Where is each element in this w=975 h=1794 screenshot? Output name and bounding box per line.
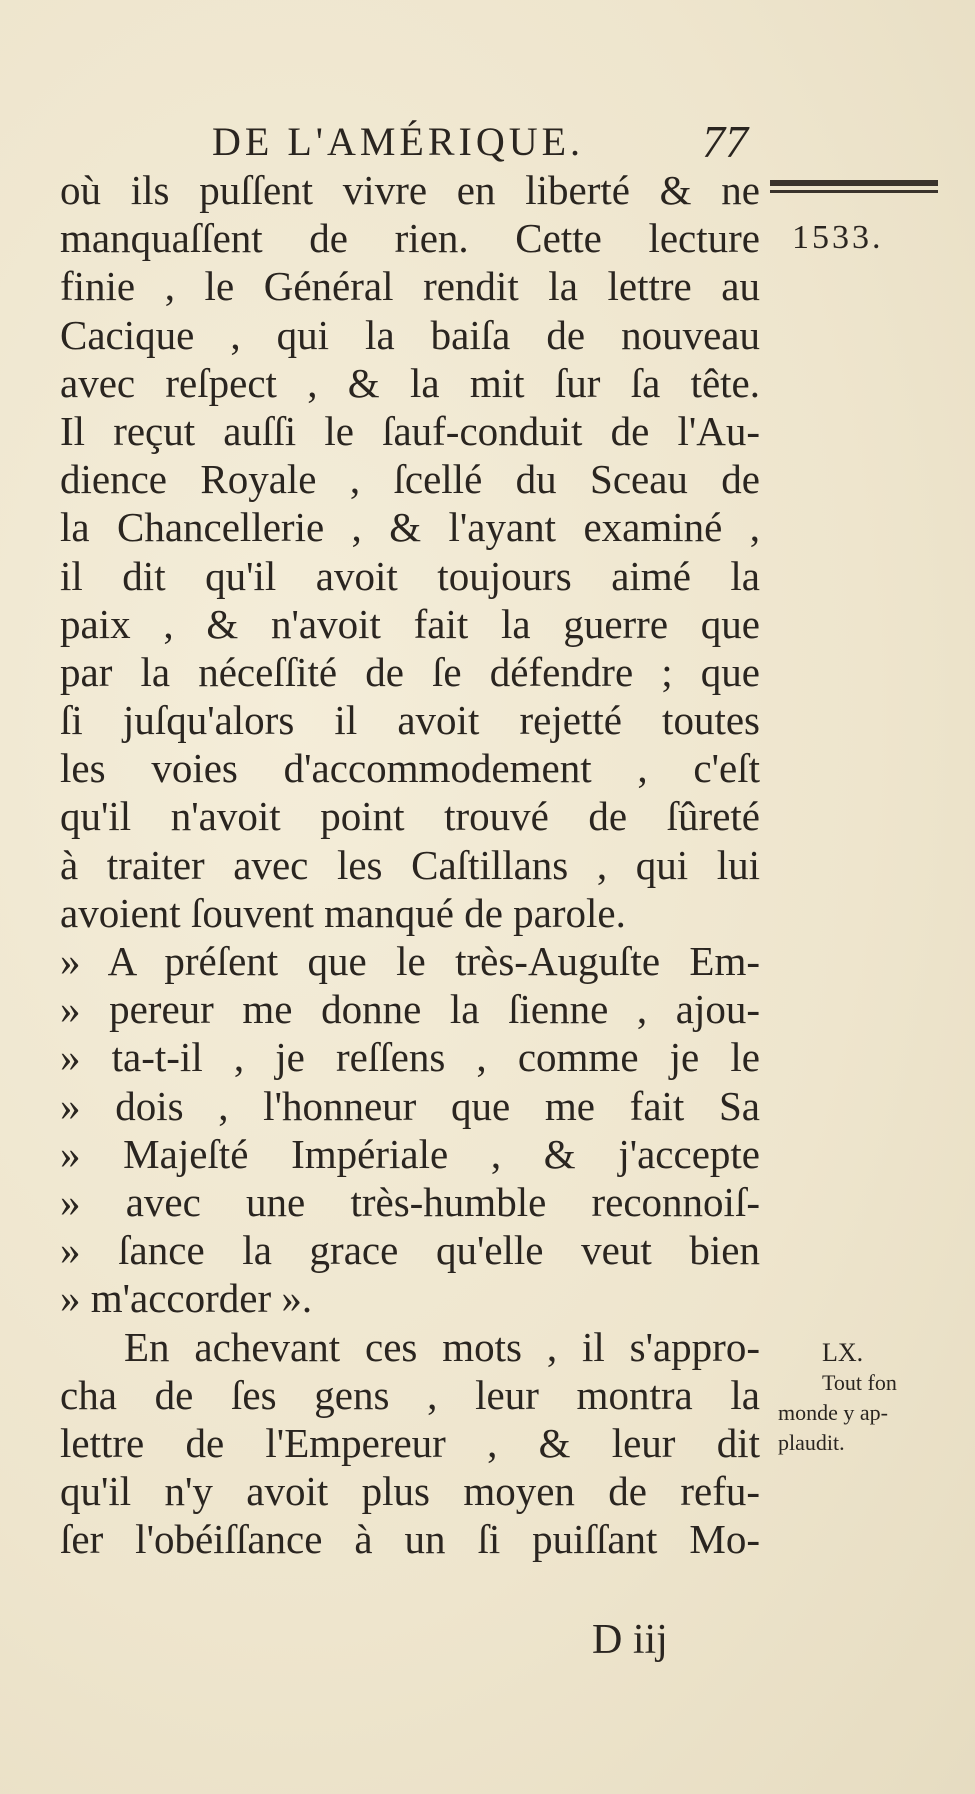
text-line: lettre de l'Empereur , & leur dit <box>60 1419 760 1466</box>
text-line: il dit qu'il avoit toujours aimé la <box>60 552 760 599</box>
margin-note-line: monde y ap- <box>778 1400 888 1425</box>
ornament-thick-rule <box>770 180 938 186</box>
running-head-title: DE L'AMÉRIQUE. <box>212 119 585 164</box>
text-line: cha de ſes gens , leur montra la <box>60 1371 760 1418</box>
margin-rule-ornament <box>770 180 938 198</box>
text-line: ſer l'obéiſſance à un ſi puiſſant Mo- <box>60 1516 760 1563</box>
text-line: dience Royale , ſcellé du Sceau de <box>60 456 760 503</box>
text-line: manquaſſent de rien. Cette lecture <box>60 215 760 262</box>
text-line: » A préſent que le très-Auguſte Em- <box>60 938 760 984</box>
text-line: finie , le Général rendit la lettre au <box>60 263 760 310</box>
margin-year: 1533. <box>792 219 884 256</box>
text-line: » avec une très-humble reconnoiſ- <box>60 1178 760 1225</box>
text-line: » ta-t-il , je reſſens , comme je le <box>60 1034 760 1081</box>
text-line: » pereur me donne la ſienne , ajou- <box>60 986 760 1033</box>
text-line: par la néceſſité de ſe défendre ; que <box>60 648 760 695</box>
margin-note-line: plaudit. <box>778 1430 845 1455</box>
text-line: Il reçut auſſi le ſauf-conduit de l'Au- <box>60 407 760 454</box>
text-line: » m'accorder ». <box>60 1275 313 1322</box>
text-line: qu'il n'y avoit plus moyen de refu- <box>60 1468 760 1515</box>
ornament-thin-rule <box>770 190 938 193</box>
running-head <box>212 112 752 172</box>
text-line: ſi juſqu'alors il avoit rejetté toutes <box>60 697 760 744</box>
margin-note <box>770 1338 945 1458</box>
text-line: avec reſpect , & la mit ſur ſa tête. <box>60 359 760 406</box>
text-line: » dois , l'honneur que me fait Sa <box>60 1082 760 1129</box>
body-text <box>60 166 760 1563</box>
text-line: avoient ſouvent manqué de parole. <box>60 889 626 936</box>
text-line: où ils puſſent vivre en liberté & ne <box>60 167 760 213</box>
text-line: qu'il n'avoit point trouvé de ſûreté <box>60 793 760 840</box>
page-number: 77 <box>702 116 748 167</box>
signature-mark: D iij <box>592 1617 668 1663</box>
text-line: paix , & n'avoit fait la guerre que <box>60 600 760 647</box>
text-line: les voies d'accommodement , c'eſt <box>60 745 760 792</box>
margin-note-number: LX. <box>822 1338 864 1367</box>
margin-note-line: Tout fon <box>822 1370 897 1395</box>
text-line: En achevant ces mots , il s'appro- <box>124 1323 760 1370</box>
text-line: » Majeſté Impériale , & j'accepte <box>60 1130 760 1177</box>
text-line: à traiter avec les Caſtillans , qui lui <box>60 841 760 888</box>
text-line: Cacique , qui la baiſa de nouveau <box>60 311 760 358</box>
text-line: » ſance la grace qu'elle veut bien <box>60 1227 760 1274</box>
text-line: la Chancellerie , & l'ayant examiné , <box>60 504 760 551</box>
